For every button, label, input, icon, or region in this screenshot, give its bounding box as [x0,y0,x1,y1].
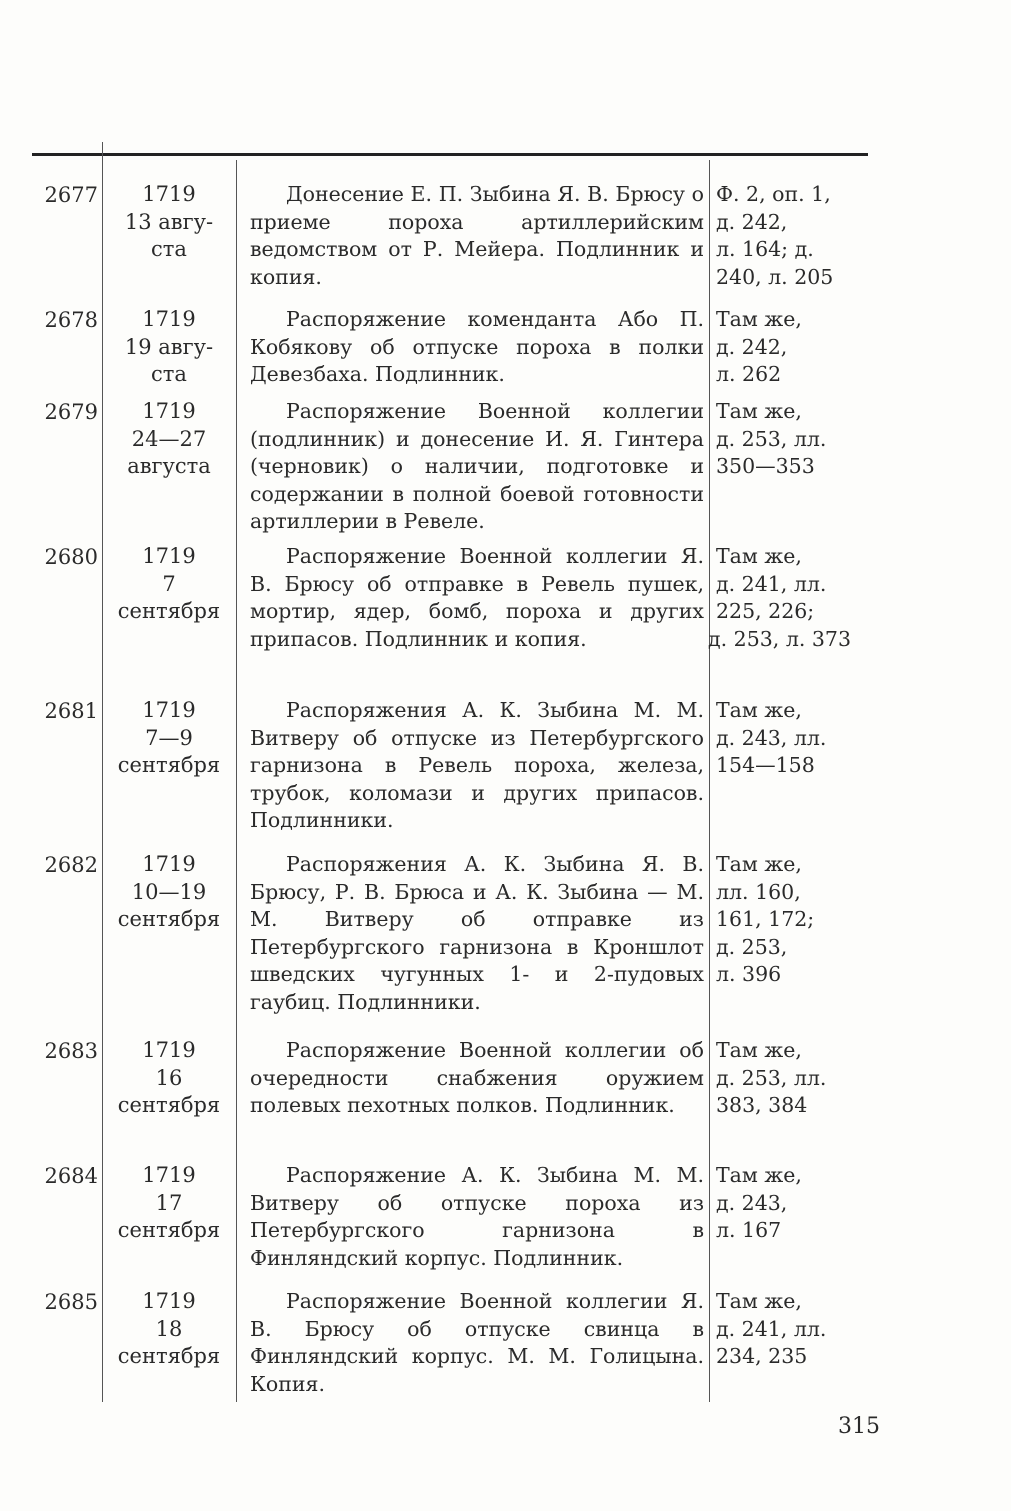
entry-number: 2677 [44,183,98,207]
entry-date: 1719 10—19 сентября [117,852,221,931]
entry-number: 2681 [44,699,98,723]
entry-archive-reference: Там же, лл. 160, 161, 172; д. 253, л. 396 [716,852,815,986]
entry-description: Донесение Е. П. Зыбина Я. В. Брюсу о приеме пороха артиллерийским ведомством от Р. Мейера. Подлинник и копия. [250,182,704,289]
top-rule [32,153,868,156]
entry-date: 1719 7 сентября [117,544,221,623]
entry-number: 2679 [44,400,98,424]
entry-description: Распоряжение Военной коллегии Я. В. Брюсу об отправке в Ревель пушек, мортир, ядер, бомб, пороха и других припасов. Подлинник и копия. [250,544,704,651]
entry-description: Распоряжения А. К. Зыбина М. М. Витверу об отпуске из Петербургского гарнизона в Ревель пороха, железа, трубок, коломази и других припасов. Подлинники. [250,698,704,832]
entry-archive-reference: Ф. 2, оп. 1, д. 242, л. 164; д. 240, л. 205 [716,182,834,289]
entry-number: 2680 [44,545,98,569]
column-divider-number [102,142,103,1402]
entry-description: Распоряжение коменданта Або П. Кобякову об отпуске пороха в полки Девезбаха. Подлинник. [250,307,704,386]
entry-date: 1719 13 авгу- ста [124,182,214,261]
entry-number: 2678 [44,308,98,332]
entry-number: 2682 [44,853,98,877]
entry-number: 2684 [44,1164,98,1188]
entry-date: 1719 24—27 августа [127,399,211,478]
entry-date: 1719 18 сентября [117,1289,221,1368]
entry-description: Распоряжение Военной коллегии (подлинник) и донесение И. Я. Гинтера (черновик) о наличии, подготовке и содержании в полной боевой готовности артиллерии в Ревеле. [250,399,704,533]
entry-archive-reference: Там же, д. 253, лл. 383, 384 [716,1038,827,1117]
entry-description: Распоряжения А. К. Зыбина Я. В. Брюсу, Р. В. Брюса и А. К. Зыбина — М. М. Витверу об отправке из Петербургского гарнизона в Кроншлот шведских чугунных 1- и 2-пудовых гаубиц. Подлинники. [250,852,704,1014]
entry-number: 2685 [44,1290,98,1314]
entry-archive-reference: Там же, д. 253, лл. 350—353 [716,399,827,478]
entry-archive-reference: Там же, д. 242, л. 262 [716,307,802,386]
entry-archive-reference: Там же, д. 241, лл. 225, 226; д. 253, л. 373 [708,544,851,651]
entry-archive-reference: Там же, д. 241, лл. 234, 235 [716,1289,827,1368]
entry-description: Распоряжение Военной коллегии Я. В. Брюсу об отпуске свинца в Финляндский корпус. М. М. Голицына. Копия. [250,1289,704,1396]
entry-archive-reference: Там же, д. 243, л. 167 [716,1163,802,1242]
entry-date: 1719 16 сентября [117,1038,221,1117]
entry-description: Распоряжение Военной коллегии об очередности снабжения оружием полевых пехотных полков. Подлинник. [250,1038,704,1117]
entry-date: 1719 7—9 сентября [117,698,221,777]
column-divider-date [236,160,237,1402]
entry-description: Распоряжение А. К. Зыбина М. М. Витверу об отпуске пороха из Петербургского гарнизона в Финляндский корпус. Подлинник. [250,1163,704,1270]
entry-date: 1719 19 авгу- ста [124,307,214,386]
entry-date: 1719 17 сентября [117,1163,221,1242]
page-number: 315 [838,1414,880,1439]
entry-number: 2683 [44,1039,98,1063]
entry-archive-reference: Там же, д. 243, лл. 154—158 [716,698,827,777]
column-divider-reference [709,160,710,1402]
